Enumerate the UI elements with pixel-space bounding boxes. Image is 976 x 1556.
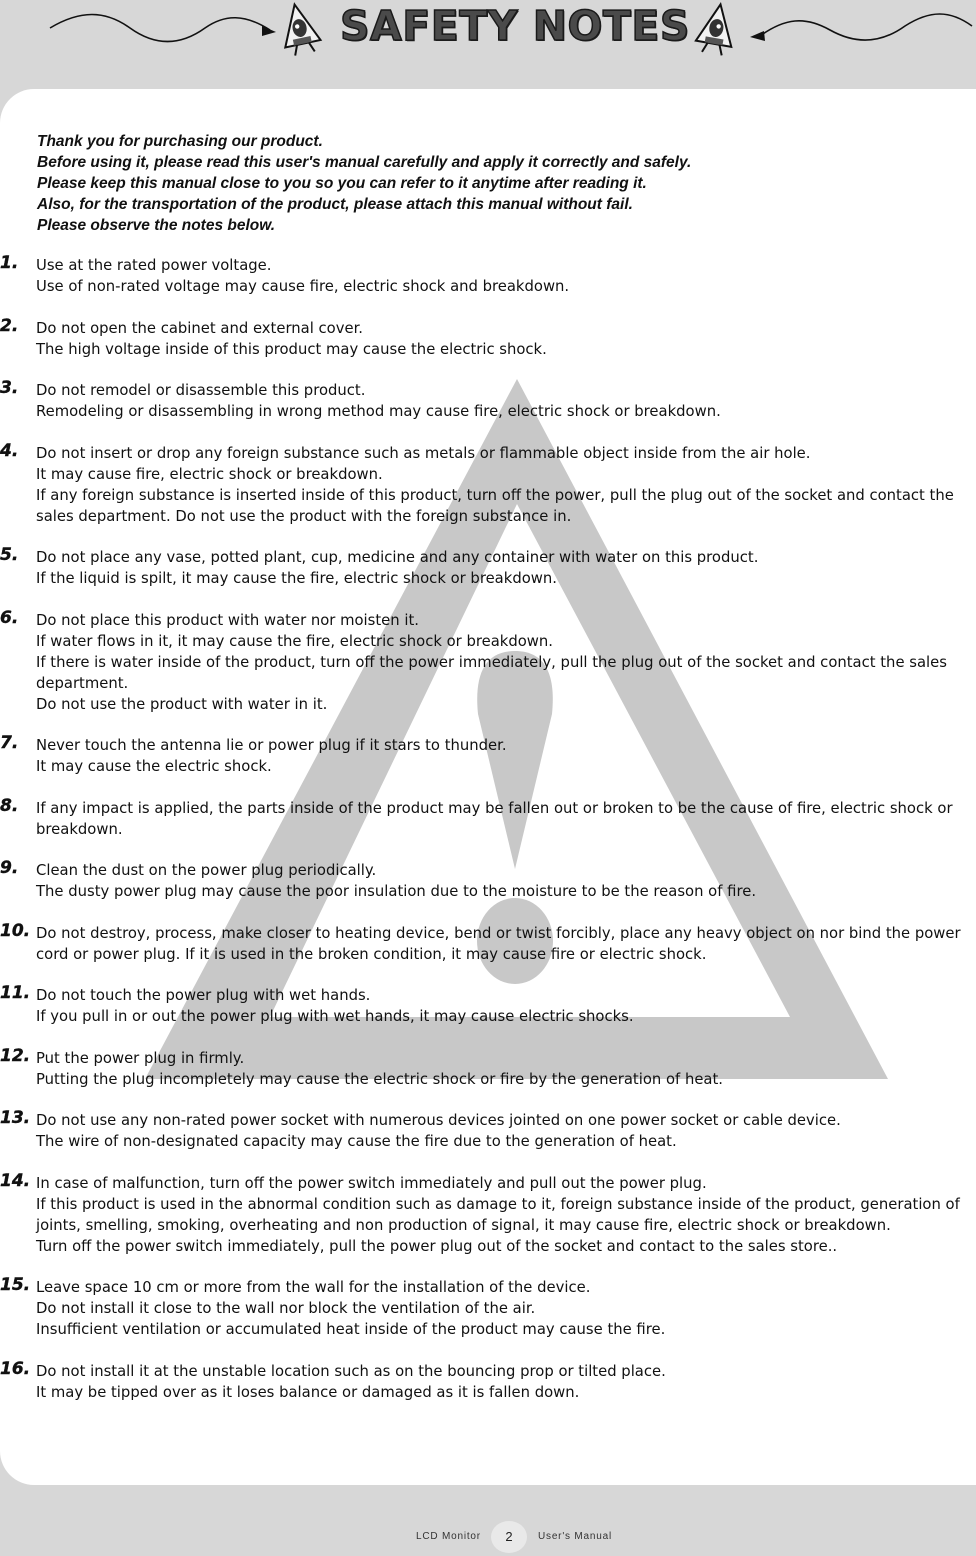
note-line: Clean the dust on the power plug periodically. bbox=[36, 862, 377, 879]
note-line: Put the power plug in firmly. bbox=[36, 1049, 245, 1067]
intro-line: Please keep this manual close to you so you can refer to it anytime after reading it. bbox=[37, 175, 647, 192]
note-number: 3. bbox=[0, 378, 19, 398]
note-number: 9. bbox=[0, 858, 19, 878]
intro-line: Thank you for purchasing our product. bbox=[37, 133, 323, 150]
note-line: Remodeling or disassembling in wrong method may cause fire, electric shock or breakdown. bbox=[36, 403, 721, 420]
note-line: Turn off the power switch immediately, pull the power plug out of the socket and contact to the sales store.. bbox=[36, 1237, 838, 1255]
note-number: 14. bbox=[0, 1170, 31, 1191]
note-item bbox=[0, 1170, 976, 1257]
intro-line: Please observe the notes below. bbox=[37, 217, 276, 234]
note-number: 1. bbox=[0, 253, 19, 273]
footer-manual-name: User's Manual bbox=[538, 1531, 612, 1542]
note-item bbox=[0, 735, 976, 777]
note-number: 16. bbox=[0, 1358, 31, 1379]
note-line: It may cause the electric shock. bbox=[36, 758, 272, 775]
note-line: It may cause fire, electric shock or breakdown. bbox=[36, 465, 383, 483]
note-line: The wire of non-designated capacity may cause the fire due to the generation of heat. bbox=[36, 1133, 677, 1150]
wavy-arrow-right-icon bbox=[760, 14, 972, 40]
page-title: SAFETY NOTES bbox=[340, 2, 690, 50]
note-item bbox=[0, 860, 976, 902]
note-number: 5. bbox=[0, 545, 19, 565]
note-line: It may be tipped over as it loses balance or damaged as it is fallen down. bbox=[36, 1383, 580, 1401]
note-item bbox=[0, 607, 976, 715]
note-line: If you pull in or out the power plug with wet hands, it may cause electric shocks. bbox=[36, 1008, 634, 1025]
safety-notes-list bbox=[0, 255, 976, 1423]
note-number: 11. bbox=[0, 983, 31, 1003]
page-footer bbox=[0, 1485, 976, 1556]
note-item bbox=[0, 795, 976, 840]
note-line: If any impact is applied, the parts inside of the product may be fallen out or broken to be the cause of fire, electric shock or breakdown. bbox=[36, 799, 953, 838]
note-line: Do not place any vase, potted plant, cup, medicine and any container with water on this product. bbox=[36, 549, 759, 566]
note-number: 6. bbox=[0, 607, 19, 628]
note-number: 15. bbox=[0, 1275, 31, 1295]
footer-product-name: LCD Monitor bbox=[416, 1531, 481, 1542]
note-line: If any foreign substance is inserted inside of this product, turn off the power, pull the plug out of the socket and contact the sales department. Do not use the product with the foreign substance in. bbox=[36, 486, 954, 525]
note-line: Do not place this product with water nor moisten it. bbox=[36, 611, 419, 629]
note-line: Never touch the antenna lie or power plug if it stars to thunder. bbox=[36, 737, 507, 754]
note-item bbox=[0, 380, 976, 422]
note-line: If water flows in it, it may cause the fire, electric shock or breakdown. bbox=[36, 632, 553, 650]
note-line: Do not insert or drop any foreign substance such as metals or flammable object inside from the air hole. bbox=[36, 444, 811, 462]
intro-line: Also, for the transportation of the product, please attach this manual without fail. bbox=[37, 196, 633, 213]
note-line: Do not destroy, process, make closer to heating device, bend or twist forcibly, place any heavy object on nor bind the power cord or power plug. If it is used in the broken condition, it may cause fire or electric shock. bbox=[36, 924, 961, 963]
note-number: 2. bbox=[0, 315, 19, 336]
note-number: 10. bbox=[0, 920, 31, 941]
note-item bbox=[0, 1045, 976, 1090]
note-line: Do not remodel or disassemble this product. bbox=[36, 382, 366, 399]
note-line: Use at the rated power voltage. bbox=[36, 257, 272, 274]
note-number: 8. bbox=[0, 795, 19, 816]
page-number: 2 bbox=[491, 1521, 527, 1553]
note-item bbox=[0, 920, 976, 965]
note-line: The high voltage inside of this product may cause the electric shock. bbox=[36, 340, 547, 358]
note-line: In case of malfunction, turn off the power switch immediately and pull out the power plug. bbox=[36, 1174, 707, 1192]
note-line: Use of non-rated voltage may cause fire, electric shock and breakdown. bbox=[36, 278, 570, 295]
note-number: 4. bbox=[0, 440, 19, 461]
note-line: The dusty power plug may cause the poor insulation due to the moisture to be the reason of fire. bbox=[36, 883, 757, 900]
note-line: If there is water inside of the product, turn off the power immediately, pull the plug out of the socket and contact the sales department. bbox=[36, 653, 947, 692]
note-item bbox=[0, 985, 976, 1027]
note-number: 7. bbox=[0, 733, 19, 753]
note-line: Do not use any non-rated power socket with numerous devices jointed on one power socket or cable device. bbox=[36, 1112, 841, 1129]
intro-text bbox=[37, 131, 937, 236]
note-item bbox=[0, 440, 976, 527]
note-number: 12. bbox=[0, 1045, 31, 1066]
warning-mascot-icon bbox=[277, 1, 323, 57]
note-item bbox=[0, 547, 976, 589]
note-line: If the liquid is spilt, it may cause the fire, electric shock or breakdown. bbox=[36, 570, 557, 587]
note-line: Do not use the product with water in it. bbox=[36, 695, 328, 713]
wavy-arrow-left-icon bbox=[50, 15, 270, 42]
note-number: 13. bbox=[0, 1108, 31, 1128]
note-line: Do not install it close to the wall nor block the ventilation of the air. bbox=[36, 1300, 536, 1317]
note-line: Insufficient ventilation or accumulated heat inside of the product may cause the fire. bbox=[36, 1321, 666, 1338]
note-line: Putting the plug incompletely may cause the electric shock or fire by the generation of heat. bbox=[36, 1070, 723, 1088]
page-header bbox=[0, 0, 976, 92]
note-item bbox=[0, 1110, 976, 1152]
note-item bbox=[0, 315, 976, 360]
note-line: Do not touch the power plug with wet hands. bbox=[36, 987, 371, 1004]
warning-mascot-icon bbox=[694, 1, 738, 56]
note-line: Do not install it at the unstable location such as on the bouncing prop or tilted place. bbox=[36, 1362, 666, 1380]
note-item bbox=[0, 1358, 976, 1403]
intro-line: Before using it, please read this user's manual carefully and apply it correctly and safely. bbox=[37, 154, 692, 171]
content-panel bbox=[0, 89, 976, 1485]
note-item bbox=[0, 1277, 976, 1340]
note-line: Leave space 10 cm or more from the wall for the installation of the device. bbox=[36, 1279, 591, 1296]
note-line: Do not open the cabinet and external cover. bbox=[36, 319, 364, 337]
note-line: If this product is used in the abnormal condition such as damage to it, foreign substance inside of the product, generation of joints, smelling, smoking, overheating and non production of signal, it may cause fire, electric shock or breakdown. bbox=[36, 1195, 960, 1234]
note-item bbox=[0, 255, 976, 297]
